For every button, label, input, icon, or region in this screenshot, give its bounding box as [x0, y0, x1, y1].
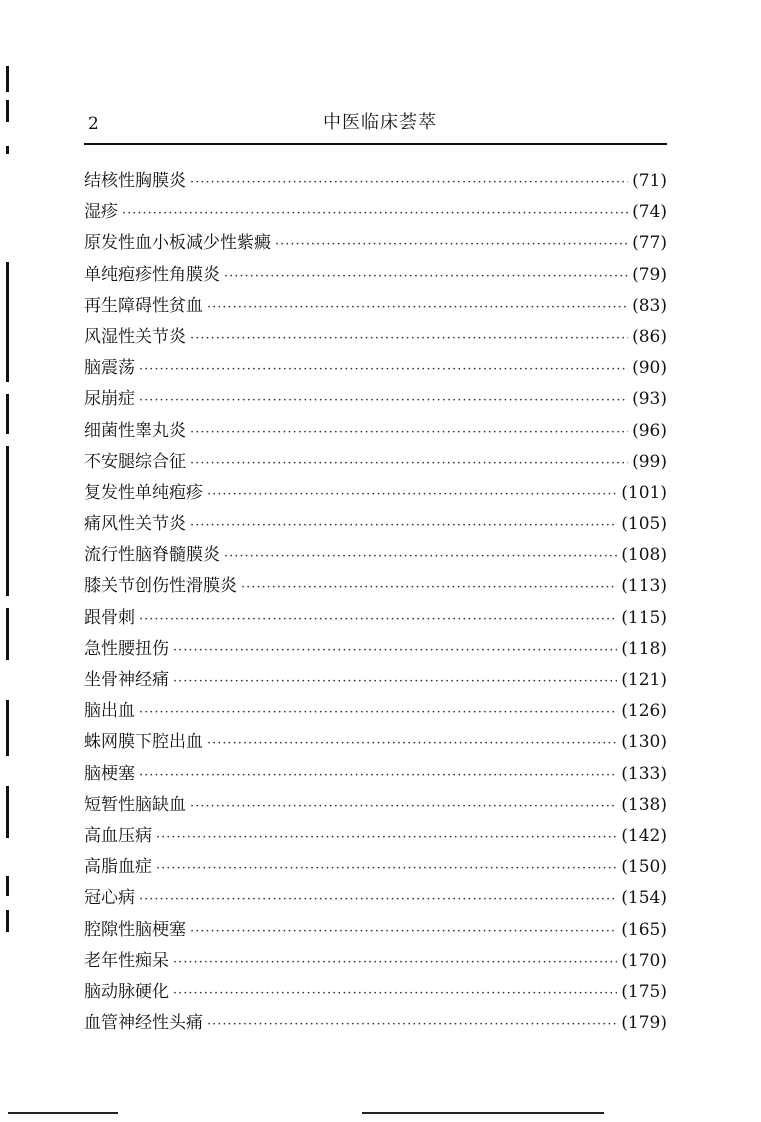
toc-entry-title: 脑梗塞 — [84, 763, 135, 784]
toc-entry-title: 脑出血 — [84, 701, 135, 722]
toc-entry-title: 单纯疱疹性角膜炎 — [84, 264, 220, 285]
toc-entry[interactable] — [84, 603, 667, 634]
dot-leader — [190, 167, 628, 198]
toc-entry-page: (86) — [632, 326, 667, 347]
header-rule — [84, 143, 667, 145]
toc-entry[interactable] — [84, 821, 667, 852]
toc-entry-page: (133) — [621, 763, 667, 784]
toc-entry-page: (118) — [621, 638, 667, 659]
toc-entry[interactable] — [84, 322, 667, 353]
toc-entry-page: (105) — [621, 514, 667, 535]
dot-leader — [139, 604, 617, 635]
toc-entry-title: 冠心病 — [84, 888, 135, 909]
toc-entry-title: 坐骨神经痛 — [84, 670, 169, 690]
scan-edge-mark — [6, 608, 9, 660]
scan-bottom-rule — [8, 1112, 118, 1114]
toc-entry[interactable] — [84, 260, 667, 291]
toc-entry-title: 不安腿综合征 — [84, 451, 186, 472]
dot-leader — [207, 1009, 617, 1040]
scan-edge-mark — [6, 262, 9, 382]
scan-bottom-rule — [362, 1112, 604, 1114]
dot-leader — [173, 635, 617, 666]
toc-entry-page: (113) — [621, 576, 667, 597]
scan-edge-mark — [6, 66, 9, 92]
toc-entry-title: 高脂血症 — [84, 857, 152, 878]
toc-entry[interactable] — [84, 384, 667, 415]
dot-leader — [207, 292, 628, 323]
toc-entry-title: 复发性单纯疱疹 — [84, 482, 203, 503]
toc-entry[interactable] — [84, 197, 667, 228]
toc-entry[interactable] — [84, 977, 667, 1008]
dot-leader — [122, 198, 628, 229]
toc-entry[interactable] — [84, 353, 667, 384]
dot-leader — [275, 229, 628, 260]
toc-entry-page: (99) — [632, 451, 667, 472]
scan-edge-mark — [6, 394, 9, 434]
toc-entry-page: (93) — [632, 389, 667, 410]
scan-edge-mark — [6, 700, 9, 756]
dot-leader — [139, 760, 617, 791]
dot-leader — [190, 916, 617, 947]
dot-leader — [190, 448, 628, 479]
toc-entry[interactable] — [84, 883, 667, 914]
toc-entry[interactable] — [84, 478, 667, 509]
toc-entry-title: 痛风性关节炎 — [84, 514, 186, 535]
dot-leader — [190, 791, 617, 822]
toc-entry-title: 脑震荡 — [84, 358, 135, 379]
dot-leader — [190, 510, 617, 541]
dot-leader — [173, 947, 617, 978]
toc-entry-title: 细菌性睾丸炎 — [84, 420, 186, 441]
toc-entry-title: 脑动脉硬化 — [84, 981, 169, 1002]
toc-entry[interactable] — [84, 166, 667, 197]
toc-entry[interactable] — [84, 915, 667, 946]
scan-edge-mark — [6, 910, 9, 932]
toc-entry-page: (165) — [621, 919, 667, 940]
scan-edge-mark — [6, 146, 9, 154]
toc-entry-page: (96) — [632, 420, 667, 441]
toc-entry-page: (175) — [621, 981, 667, 1002]
toc-entry-title: 再生障碍性贫血 — [84, 295, 203, 316]
dot-leader — [139, 385, 628, 416]
scan-edge-mark — [6, 786, 9, 838]
toc-entry[interactable] — [84, 447, 667, 478]
toc-entry[interactable] — [84, 665, 667, 696]
table-of-contents — [84, 166, 667, 1039]
toc-entry-title: 原发性血小板减少性紫癜 — [84, 233, 271, 254]
toc-entry-page: (121) — [621, 670, 667, 690]
toc-entry-title: 流行性脑脊髓膜炎 — [84, 545, 220, 566]
toc-entry-page: (138) — [621, 794, 667, 815]
page-number: 2 — [88, 114, 99, 134]
toc-entry-title: 老年性痴呆 — [84, 950, 169, 971]
running-title: 中医临床荟萃 — [323, 112, 437, 133]
toc-entry-title: 高血压病 — [84, 825, 152, 846]
dot-leader — [156, 853, 617, 884]
dot-leader — [224, 261, 628, 292]
toc-entry-title: 湿疹 — [84, 202, 118, 223]
toc-entry-title: 跟骨刺 — [84, 607, 135, 628]
toc-entry-title: 尿崩症 — [84, 389, 135, 410]
dot-leader — [190, 323, 628, 354]
toc-entry-page: (170) — [621, 950, 667, 971]
toc-entry-title: 风湿性关节炎 — [84, 326, 186, 347]
toc-entry-title: 结核性胸膜炎 — [84, 171, 186, 191]
toc-entry-page: (77) — [632, 233, 667, 254]
toc-entry[interactable] — [84, 852, 667, 883]
dot-leader — [190, 417, 628, 448]
toc-entry[interactable] — [84, 509, 667, 540]
toc-entry-page: (83) — [632, 295, 667, 316]
toc-entry-title: 血管神经性头痛 — [84, 1013, 203, 1034]
toc-entry-title: 急性腰扭伤 — [84, 638, 169, 659]
toc-entry-page: (79) — [632, 264, 667, 285]
toc-entry-page: (108) — [621, 545, 667, 566]
toc-entry[interactable] — [84, 759, 667, 790]
toc-entry-page: (74) — [632, 202, 667, 223]
toc-entry-page: (126) — [621, 701, 667, 722]
toc-entry[interactable] — [84, 571, 667, 602]
dot-leader — [241, 572, 617, 603]
dot-leader — [207, 479, 617, 510]
dot-leader — [156, 822, 617, 853]
toc-entry-title: 腔隙性脑梗塞 — [84, 919, 186, 940]
toc-entry[interactable] — [84, 790, 667, 821]
toc-entry-page: (142) — [621, 825, 667, 846]
toc-entry[interactable] — [84, 1008, 667, 1039]
toc-entry[interactable] — [84, 416, 667, 447]
dot-leader — [173, 666, 617, 697]
toc-entry-page: (154) — [621, 888, 667, 909]
toc-entry-page: (90) — [632, 358, 667, 379]
dot-leader — [139, 884, 617, 915]
toc-entry[interactable] — [84, 228, 667, 259]
toc-entry-page: (71) — [632, 171, 667, 191]
toc-entry-title: 膝关节创伤性滑膜炎 — [84, 576, 237, 597]
toc-entry[interactable] — [84, 727, 667, 758]
toc-entry-page: (179) — [621, 1013, 667, 1034]
dot-leader — [207, 728, 617, 759]
toc-entry[interactable] — [84, 540, 667, 571]
toc-entry[interactable] — [84, 291, 667, 322]
toc-entry[interactable] — [84, 634, 667, 665]
dot-leader — [173, 978, 617, 1009]
toc-entry-page: (130) — [621, 732, 667, 753]
scan-edge-mark — [6, 876, 9, 896]
dot-leader — [139, 354, 628, 385]
dot-leader — [139, 697, 617, 728]
scan-edge-mark — [6, 446, 9, 596]
dot-leader — [224, 541, 617, 572]
toc-entry[interactable] — [84, 946, 667, 977]
toc-entry-page: (150) — [621, 857, 667, 878]
toc-entry[interactable] — [84, 696, 667, 727]
scan-edge-mark — [6, 100, 9, 122]
toc-entry-title: 短暂性脑缺血 — [84, 794, 186, 815]
toc-entry-page: (101) — [621, 482, 667, 503]
toc-entry-title: 蛛网膜下腔出血 — [84, 732, 203, 753]
toc-entry-page: (115) — [621, 607, 667, 628]
